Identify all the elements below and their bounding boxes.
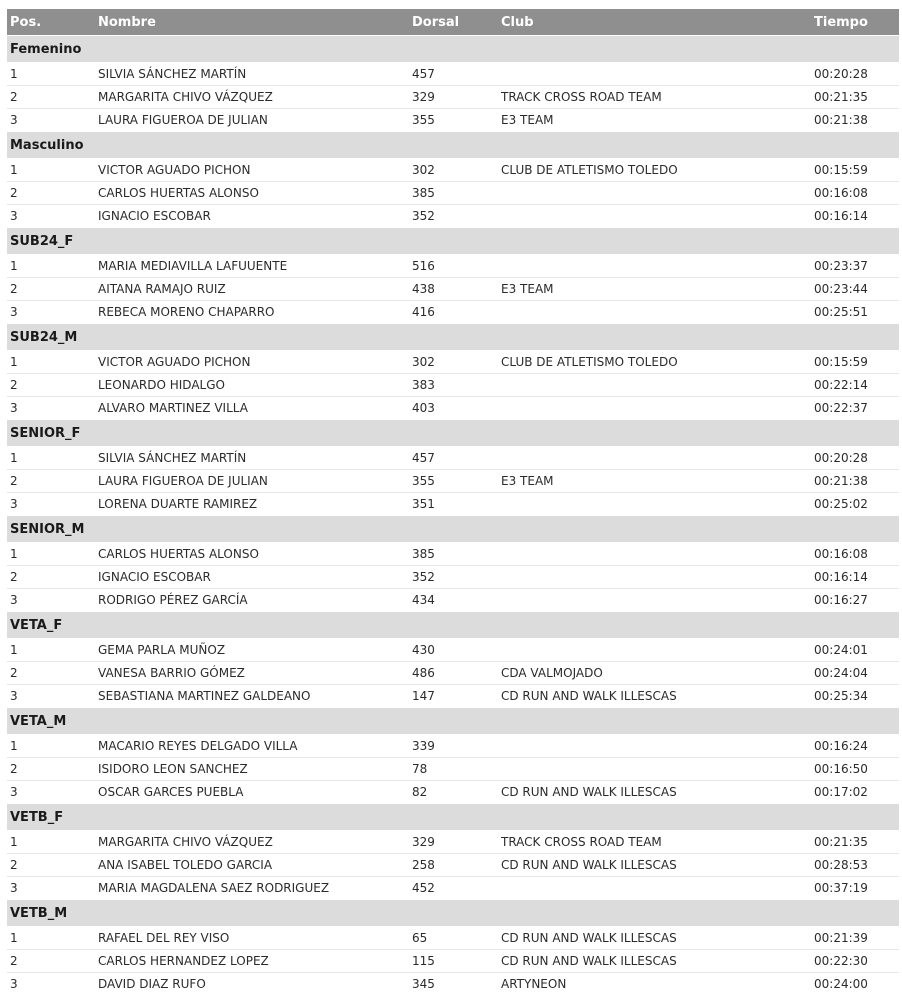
cell-name: RODRIGO PÉREZ GARCÍA: [98, 593, 248, 607]
category-name: SUB24_M: [10, 329, 78, 345]
cell-time: 00:16:08: [814, 547, 868, 561]
cell-pos: 2: [10, 378, 18, 392]
cell-name: ISIDORO LEON SANCHEZ: [98, 762, 248, 776]
cell-dorsal: 434: [412, 593, 435, 607]
cell-club: CLUB DE ATLETISMO TOLEDO: [501, 355, 678, 369]
cell-dorsal: 452: [412, 881, 435, 895]
cell-pos: 3: [10, 209, 18, 223]
table-row: [7, 757, 899, 780]
cell-pos: 2: [10, 186, 18, 200]
cell-dorsal: 65: [412, 931, 428, 945]
cell-time: 00:16:27: [814, 593, 868, 607]
category-header: [7, 707, 899, 734]
table-row: [7, 638, 899, 661]
cell-club: CD RUN AND WALK ILLESCAS: [501, 785, 677, 799]
table-row: [7, 734, 899, 757]
cell-name: DAVID DIAZ RUFO: [98, 977, 206, 991]
cell-dorsal: 430: [412, 643, 435, 657]
cell-club: CD RUN AND WALK ILLESCAS: [501, 689, 677, 703]
table-row: [7, 661, 899, 684]
cell-pos: 3: [10, 881, 18, 895]
cell-name: SEBASTIANA MARTINEZ GALDEANO: [98, 689, 311, 703]
cell-time: 00:23:44: [814, 282, 868, 296]
cell-club: E3 TEAM: [501, 282, 554, 296]
table-header: [7, 9, 899, 35]
results-table: [7, 9, 899, 995]
cell-name: LEONARDO HIDALGO: [98, 378, 225, 392]
table-row: [7, 542, 899, 565]
category-name: VETB_F: [10, 809, 64, 825]
category-name: Femenino: [10, 41, 82, 57]
cell-pos: 3: [10, 113, 18, 127]
cell-dorsal: 329: [412, 835, 435, 849]
cell-time: 00:16:14: [814, 209, 868, 223]
category-header: [7, 419, 899, 446]
cell-time: 00:17:02: [814, 785, 868, 799]
cell-club: CD RUN AND WALK ILLESCAS: [501, 858, 677, 872]
cell-time: 00:15:59: [814, 163, 868, 177]
cell-time: 00:22:14: [814, 378, 868, 392]
cell-name: REBECA MORENO CHAPARRO: [98, 305, 275, 319]
cell-dorsal: 438: [412, 282, 435, 296]
category-header: [7, 611, 899, 638]
cell-pos: 3: [10, 593, 18, 607]
cell-name: VICTOR AGUADO PICHON: [98, 355, 251, 369]
cell-club: TRACK CROSS ROAD TEAM: [501, 90, 662, 104]
header-dorsal[interactable]: Dorsal: [412, 14, 460, 30]
header-name[interactable]: Nombre: [98, 14, 156, 30]
cell-dorsal: 345: [412, 977, 435, 991]
cell-dorsal: 355: [412, 113, 435, 127]
cell-pos: 2: [10, 570, 18, 584]
cell-pos: 1: [10, 163, 18, 177]
cell-pos: 3: [10, 497, 18, 511]
cell-pos: 1: [10, 547, 18, 561]
cell-time: 00:20:28: [814, 451, 868, 465]
table-row: [7, 446, 899, 469]
table-row: [7, 158, 899, 181]
cell-time: 00:21:39: [814, 931, 868, 945]
cell-name: RAFAEL DEL REY VISO: [98, 931, 230, 945]
cell-name: MARGARITA CHIVO VÁZQUEZ: [98, 90, 273, 104]
cell-club: CDA VALMOJADO: [501, 666, 603, 680]
cell-dorsal: 302: [412, 163, 435, 177]
cell-pos: 2: [10, 666, 18, 680]
header-time[interactable]: Tiempo: [814, 14, 868, 30]
cell-dorsal: 329: [412, 90, 435, 104]
category-header: [7, 227, 899, 254]
cell-pos: 1: [10, 739, 18, 753]
cell-club: CD RUN AND WALK ILLESCAS: [501, 931, 677, 945]
category-name: VETA_M: [10, 713, 67, 729]
cell-name: AITANA RAMAJO RUIZ: [98, 282, 226, 296]
cell-time: 00:16:50: [814, 762, 868, 776]
cell-pos: 1: [10, 451, 18, 465]
table-row: [7, 492, 899, 515]
cell-name: CARLOS HUERTAS ALONSO: [98, 547, 259, 561]
cell-club: CD RUN AND WALK ILLESCAS: [501, 954, 677, 968]
cell-name: LAURA FIGUEROA DE JULIAN: [98, 474, 268, 488]
cell-name: MACARIO REYES DELGADO VILLA: [98, 739, 298, 753]
cell-time: 00:21:38: [814, 113, 868, 127]
cell-club: E3 TEAM: [501, 474, 554, 488]
table-row: [7, 469, 899, 492]
table-row: [7, 949, 899, 972]
table-row: [7, 684, 899, 707]
header-pos[interactable]: Pos.: [10, 14, 42, 30]
table-row: [7, 350, 899, 373]
cell-time: 00:16:14: [814, 570, 868, 584]
cell-name: MARGARITA CHIVO VÁZQUEZ: [98, 835, 273, 849]
category-header: [7, 323, 899, 350]
table-row: [7, 972, 899, 995]
table-row: [7, 300, 899, 323]
cell-dorsal: 355: [412, 474, 435, 488]
cell-pos: 1: [10, 355, 18, 369]
cell-pos: 3: [10, 785, 18, 799]
cell-dorsal: 351: [412, 497, 435, 511]
cell-time: 00:20:28: [814, 67, 868, 81]
cell-pos: 2: [10, 762, 18, 776]
cell-name: LORENA DUARTE RAMIREZ: [98, 497, 258, 511]
cell-name: CARLOS HERNANDEZ LOPEZ: [98, 954, 269, 968]
header-club[interactable]: Club: [501, 14, 534, 30]
cell-dorsal: 302: [412, 355, 435, 369]
cell-dorsal: 258: [412, 858, 435, 872]
cell-name: ANA ISABEL TOLEDO GARCIA: [98, 858, 273, 872]
cell-name: MARIA MAGDALENA SAEZ RODRIGUEZ: [98, 881, 330, 895]
cell-dorsal: 457: [412, 451, 435, 465]
cell-time: 00:21:35: [814, 835, 868, 849]
category-name: VETA_F: [10, 617, 63, 633]
table-row: [7, 565, 899, 588]
cell-name: LAURA FIGUEROA DE JULIAN: [98, 113, 268, 127]
table-row: [7, 830, 899, 853]
cell-time: 00:21:35: [814, 90, 868, 104]
table-row: [7, 780, 899, 803]
table-row: [7, 204, 899, 227]
table-row: [7, 876, 899, 899]
table-row: [7, 108, 899, 131]
category-header: [7, 35, 899, 62]
category-name: SENIOR_M: [10, 521, 85, 537]
cell-time: 00:22:37: [814, 401, 868, 415]
cell-club: ARTYNEON: [501, 977, 567, 991]
category-header: [7, 899, 899, 926]
table-row: [7, 254, 899, 277]
cell-dorsal: 78: [412, 762, 428, 776]
table-row: [7, 396, 899, 419]
cell-time: 00:22:30: [814, 954, 868, 968]
cell-time: 00:28:53: [814, 858, 868, 872]
cell-pos: 2: [10, 474, 18, 488]
cell-club: E3 TEAM: [501, 113, 554, 127]
cell-dorsal: 352: [412, 209, 435, 223]
cell-dorsal: 516: [412, 259, 435, 273]
table-row: [7, 277, 899, 300]
cell-dorsal: 339: [412, 739, 435, 753]
cell-time: 00:24:01: [814, 643, 868, 657]
cell-dorsal: 385: [412, 547, 435, 561]
cell-dorsal: 457: [412, 67, 435, 81]
cell-name: IGNACIO ESCOBAR: [98, 570, 211, 584]
category-name: VETB_M: [10, 905, 68, 921]
cell-dorsal: 416: [412, 305, 435, 319]
table-row: [7, 926, 899, 949]
cell-pos: 1: [10, 643, 18, 657]
cell-pos: 3: [10, 401, 18, 415]
cell-pos: 3: [10, 305, 18, 319]
cell-time: 00:16:24: [814, 739, 868, 753]
category-name: SUB24_F: [10, 233, 74, 249]
cell-dorsal: 403: [412, 401, 435, 415]
cell-time: 00:24:04: [814, 666, 868, 680]
cell-pos: 3: [10, 977, 18, 991]
cell-time: 00:25:34: [814, 689, 868, 703]
cell-time: 00:15:59: [814, 355, 868, 369]
cell-dorsal: 82: [412, 785, 428, 799]
cell-name: VANESA BARRIO GÓMEZ: [98, 666, 245, 680]
table-row: [7, 181, 899, 204]
table-row: [7, 85, 899, 108]
cell-name: SILVIA SÁNCHEZ MARTÍN: [98, 451, 247, 465]
cell-time: 00:24:00: [814, 977, 868, 991]
cell-dorsal: 385: [412, 186, 435, 200]
cell-dorsal: 352: [412, 570, 435, 584]
cell-pos: 1: [10, 835, 18, 849]
cell-time: 00:23:37: [814, 259, 868, 273]
cell-name: IGNACIO ESCOBAR: [98, 209, 211, 223]
category-header: [7, 803, 899, 830]
category-header: [7, 515, 899, 542]
table-row: [7, 853, 899, 876]
category-name: Masculino: [10, 137, 84, 153]
cell-name: ALVARO MARTINEZ VILLA: [98, 401, 248, 415]
cell-dorsal: 115: [412, 954, 435, 968]
cell-pos: 1: [10, 259, 18, 273]
cell-dorsal: 383: [412, 378, 435, 392]
cell-name: MARIA MEDIAVILLA LAFUUENTE: [98, 259, 288, 273]
cell-name: VICTOR AGUADO PICHON: [98, 163, 251, 177]
cell-name: GEMA PARLA MUÑOZ: [98, 643, 226, 657]
cell-pos: 1: [10, 67, 18, 81]
cell-pos: 2: [10, 954, 18, 968]
cell-dorsal: 486: [412, 666, 435, 680]
cell-time: 00:37:19: [814, 881, 868, 895]
category-header: [7, 131, 899, 158]
cell-club: TRACK CROSS ROAD TEAM: [501, 835, 662, 849]
cell-dorsal: 147: [412, 689, 435, 703]
cell-name: SILVIA SÁNCHEZ MARTÍN: [98, 67, 247, 81]
table-row: [7, 62, 899, 85]
cell-time: 00:25:51: [814, 305, 868, 319]
category-name: SENIOR_F: [10, 425, 81, 441]
cell-pos: 2: [10, 282, 18, 296]
cell-time: 00:25:02: [814, 497, 868, 511]
cell-pos: 2: [10, 90, 18, 104]
cell-pos: 1: [10, 931, 18, 945]
cell-time: 00:21:38: [814, 474, 868, 488]
cell-pos: 3: [10, 689, 18, 703]
cell-name: CARLOS HUERTAS ALONSO: [98, 186, 259, 200]
cell-name: OSCAR GARCES PUEBLA: [98, 785, 244, 799]
cell-club: CLUB DE ATLETISMO TOLEDO: [501, 163, 678, 177]
table-row: [7, 373, 899, 396]
table-body: [7, 35, 899, 995]
cell-pos: 2: [10, 858, 18, 872]
cell-time: 00:16:08: [814, 186, 868, 200]
table-row: [7, 588, 899, 611]
